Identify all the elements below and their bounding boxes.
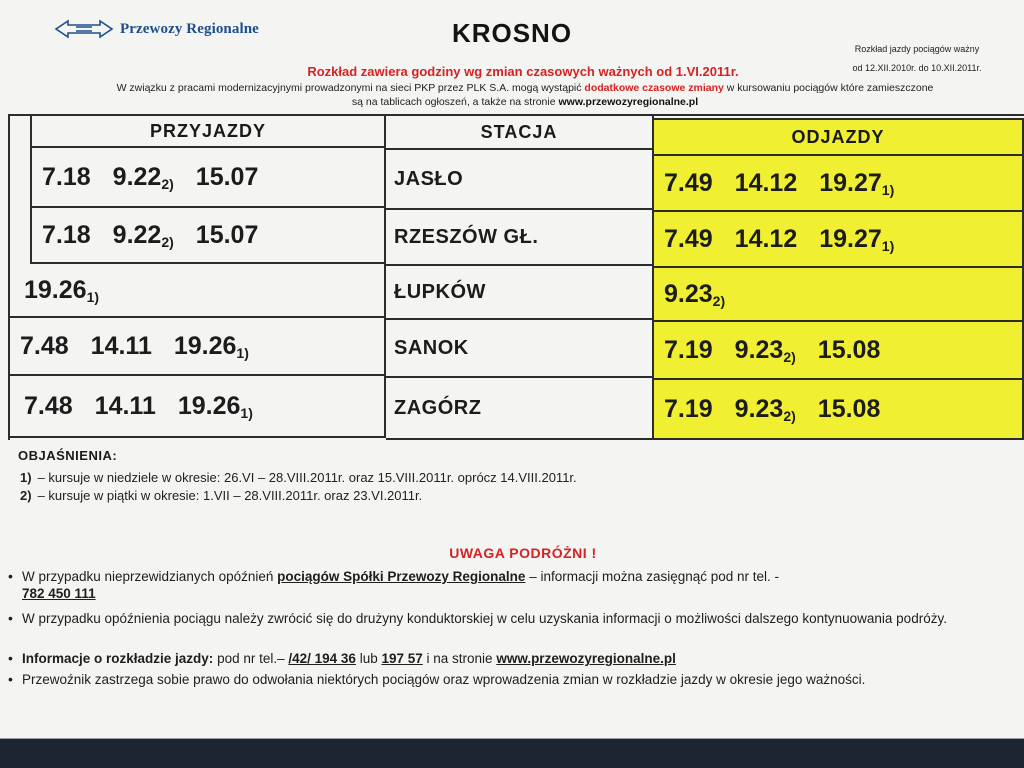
station-row-2: RZESZÓW GŁ. xyxy=(386,210,654,266)
arrivals-row-4 xyxy=(10,318,386,376)
arrival-time: 7.48 xyxy=(20,331,69,360)
time-change-notice: Rozkład zawiera godziny wg zmian czasowych ważnych od 1.VI.2011r. xyxy=(307,64,739,79)
arrival-time: $9.22_{2)}$ xyxy=(112,162,174,192)
station-row-1: JASŁO xyxy=(386,150,654,210)
header-departures: ODJAZDY xyxy=(654,118,1024,156)
departure-time: $9.23_{2)}$ xyxy=(734,394,796,424)
arrival-time: 14.11 xyxy=(94,391,156,420)
page-title: KROSNO xyxy=(451,18,573,48)
bullet-icon: • xyxy=(8,671,13,687)
departures-row-5 xyxy=(654,380,1024,440)
legend-title: OBJAŚNIENIA: xyxy=(18,448,118,463)
arrival-time: 7.48 xyxy=(24,391,73,420)
departure-time: 7.19 xyxy=(664,335,713,364)
validity-line-2: od 12.XII.2010r. do 10.XII.2011r. xyxy=(852,63,982,73)
legend-item-1 xyxy=(20,470,577,485)
arrival-time: 7.18 xyxy=(42,220,91,249)
warning-title: UWAGA PODRÓŻNI ! xyxy=(449,545,597,561)
warning-bullet-3 xyxy=(8,650,998,667)
departure-time: 15.08 xyxy=(817,394,881,423)
arrival-time: $9.22_{2)}$ xyxy=(112,220,174,250)
station-row-3: ŁUPKÓW xyxy=(386,266,654,320)
departure-time: 7.19 xyxy=(664,394,713,423)
modernization-notice-line-1 xyxy=(30,82,1020,94)
departure-time: $19.27_{1)}$ xyxy=(819,168,895,198)
departure-time: 7.49 xyxy=(664,224,713,253)
departure-time: 7.49 xyxy=(664,168,713,197)
arrival-time: 7.18 xyxy=(42,162,91,191)
bullet-text: W przypadku nieprzewidzianych opóźnień pociągów Spółki Przewozy Regionalne – informacji można zasięgnąć pod nr tel. - 782 450 111 xyxy=(22,569,780,601)
arrival-time: 15.07 xyxy=(195,162,259,191)
arrivals-row-5 xyxy=(10,376,386,438)
bullet-icon: • xyxy=(8,568,13,584)
bullet-icon: • xyxy=(8,610,13,626)
legend-item-2 xyxy=(20,488,422,503)
notice-highlight: dodatkowe czasowe zmiany xyxy=(584,82,724,94)
warning-bullet-2 xyxy=(8,610,998,627)
brand-name: Przewozy Regionalne xyxy=(120,20,259,37)
arrival-time: $19.26_{1)}$ xyxy=(24,275,100,305)
arrival-time: 14.11 xyxy=(90,331,152,360)
notice-text-2: są na tablicach ogłoszeń, a także na stronie xyxy=(351,96,559,108)
arrival-time: 15.07 xyxy=(195,220,259,249)
validity-line-1: Rozkład jazdy pociągów ważny xyxy=(854,44,980,54)
departure-time: $19.27_{1)}$ xyxy=(819,224,895,254)
warning-bullet-1 xyxy=(8,568,998,602)
bullet-icon: • xyxy=(8,650,13,666)
departure-time: 14.12 xyxy=(734,224,798,253)
warning-bullet-4 xyxy=(8,671,998,688)
notice-text-end: w kursowaniu pociągów które zamieszczone xyxy=(723,82,934,94)
departure-time: 15.08 xyxy=(817,335,881,364)
arrival-time: $19.26_{1)}$ xyxy=(177,391,253,421)
header-station: STACJA xyxy=(386,114,654,150)
arrivals-row-3 xyxy=(10,264,386,318)
bullet-text: Informacje o rozkładzie jazdy: pod nr tel.– /42/ 194 36 lub 197 57 i na stronie www.przewozyregionalne.pl xyxy=(22,651,676,666)
timetable xyxy=(8,114,1024,440)
website-link: www.przewozyregionalne.pl xyxy=(496,651,676,666)
header-arrivals: PRZYJAZDY xyxy=(30,114,386,148)
notice-text: W związku z pracami modernizacyjnymi prowadzonymi na sieci PKP przez PLK S.A. mogą wystąpić xyxy=(116,82,585,94)
departures-row-3 xyxy=(654,268,1024,322)
departure-time: $9.23_{2)}$ xyxy=(664,279,726,309)
departures-row-4 xyxy=(654,322,1024,380)
departures-row-1 xyxy=(654,156,1024,212)
phone-number: 782 450 111 xyxy=(22,586,96,601)
legend-text: – kursuje w niedziele w okresie: 26.VI – 28.VIII.2011r. oraz 15.VIII.2011r. oprócz 14.VIII.2011r. xyxy=(37,470,577,485)
bullet-text: Przewoźnik zastrzega sobie prawo do odwołania niektórych pociągów oraz wprowadzenia zmian w rozkładzie jazdy w okresie jego ważności. xyxy=(22,672,866,687)
station-row-4: SANOK xyxy=(386,320,654,378)
arrivals-row-1 xyxy=(30,148,386,208)
arrival-time: $19.26_{1)}$ xyxy=(173,331,249,361)
notice-website: www.przewozyregionalne.pl xyxy=(558,96,699,108)
departure-time: $9.23_{2)}$ xyxy=(734,335,796,365)
arrivals-row-2 xyxy=(30,208,386,264)
departure-time: 14.12 xyxy=(734,168,798,197)
bullet-text: W przypadku opóźnienia pociągu należy zwrócić się do drużyny konduktorskiej w celu uzyskania informacji o możliwości dalszego kontynuowania podróży. xyxy=(22,611,947,626)
departures-row-2 xyxy=(654,212,1024,268)
legend-key: 2) xyxy=(20,488,32,503)
legend-text: – kursuje w piątki w okresie: 1.VII – 28.VIII.2011r. oraz 23.VI.2011r. xyxy=(37,488,423,503)
modernization-notice-line-2 xyxy=(30,96,1020,108)
station-row-5: ZAGÓRZ xyxy=(386,378,654,440)
legend-key: 1) xyxy=(20,470,32,485)
